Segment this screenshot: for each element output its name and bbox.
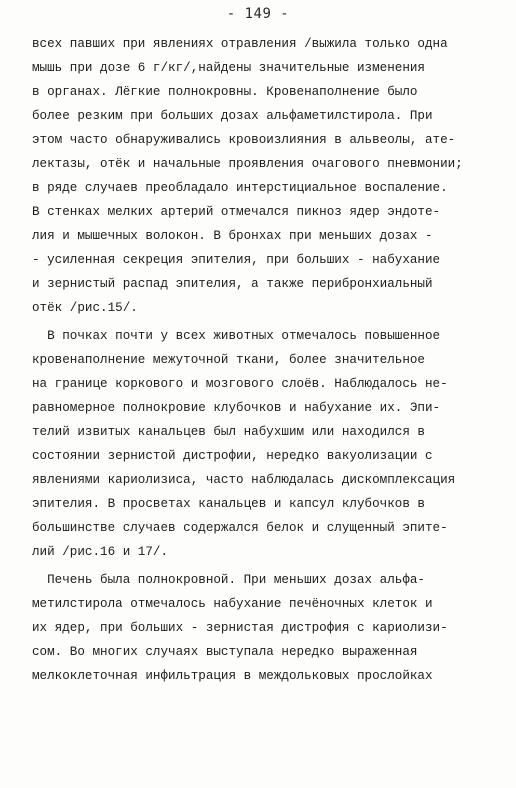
text-line: мышь при дозе 6 г/кг/,найдены значительные изменения bbox=[32, 61, 425, 75]
text-line: более резким при больших дозах альфаметилстирола. При bbox=[32, 109, 433, 123]
text-line: телий извитых канальцев был набухшим или находился в bbox=[32, 425, 425, 439]
text-line: В почках почти у всех животных отмечалось повышенное bbox=[32, 329, 441, 343]
text-line: отёк /рис.15/. bbox=[32, 301, 138, 315]
text-line: в ряде случаев преобладало интерстициальное воспаление. bbox=[32, 181, 448, 195]
text-line: лектазы, отёк и начальные проявления очагового пневмонии; bbox=[32, 157, 463, 171]
text-line: - усиленная секреция эпителия, при больших - набухание bbox=[32, 253, 441, 267]
text-line: и зернистый распад эпителия, а также перибронхиальный bbox=[32, 277, 433, 291]
text-line: лий /рис.16 и 17/. bbox=[32, 545, 169, 559]
text-line: лия и мышечных волокон. В бронхах при меньших дозах - bbox=[32, 229, 433, 243]
text-line: Печень была полнокровной. При меньших дозах альфа- bbox=[32, 573, 425, 587]
text-line: эпителия. В просветах канальцев и капсул клубочков в bbox=[32, 497, 425, 511]
text-line: явлениями кариолизиса, часто наблюдалась дискомплексация bbox=[32, 473, 456, 487]
text-line: метилстирола отмечалось набухание печёночных клеток и bbox=[32, 597, 433, 611]
text-line: мелкоклеточная инфильтрация в междольковых прослойках bbox=[32, 669, 433, 683]
text-line: состоянии зернистой дистрофии, нередко вакуолизации с bbox=[32, 449, 433, 463]
text-line: всех павших при явлениях отравления /выжила только одна bbox=[32, 37, 448, 51]
text-line: равномерное полнокровие клубочков и набухание их. Эпи- bbox=[32, 401, 441, 415]
text-line: В стенках мелких артерий отмечался пикноз ядер эндоте- bbox=[32, 205, 441, 219]
text-line: большинстве случаев содержался белок и слущенный эпите- bbox=[32, 521, 448, 535]
text-line: в органах. Лёгкие полнокровны. Кровенаполнение было bbox=[32, 85, 418, 99]
page-number: - 149 - bbox=[226, 6, 290, 22]
text-line: на границе коркового и мозгового слоёв. Наблюдалось не- bbox=[32, 377, 448, 391]
text-line: этом часто обнаруживались кровоизлияния в альвеолы, ате- bbox=[32, 133, 456, 147]
text-line: сом. Во многих случаях выступала нередко выраженная bbox=[32, 645, 418, 659]
body-text bbox=[32, 36, 488, 683]
text-line: их ядер, при больших - зернистая дистрофия с кариолизи- bbox=[32, 621, 448, 635]
text-line: кровенаполнение межуточной ткани, более значительное bbox=[32, 353, 425, 367]
